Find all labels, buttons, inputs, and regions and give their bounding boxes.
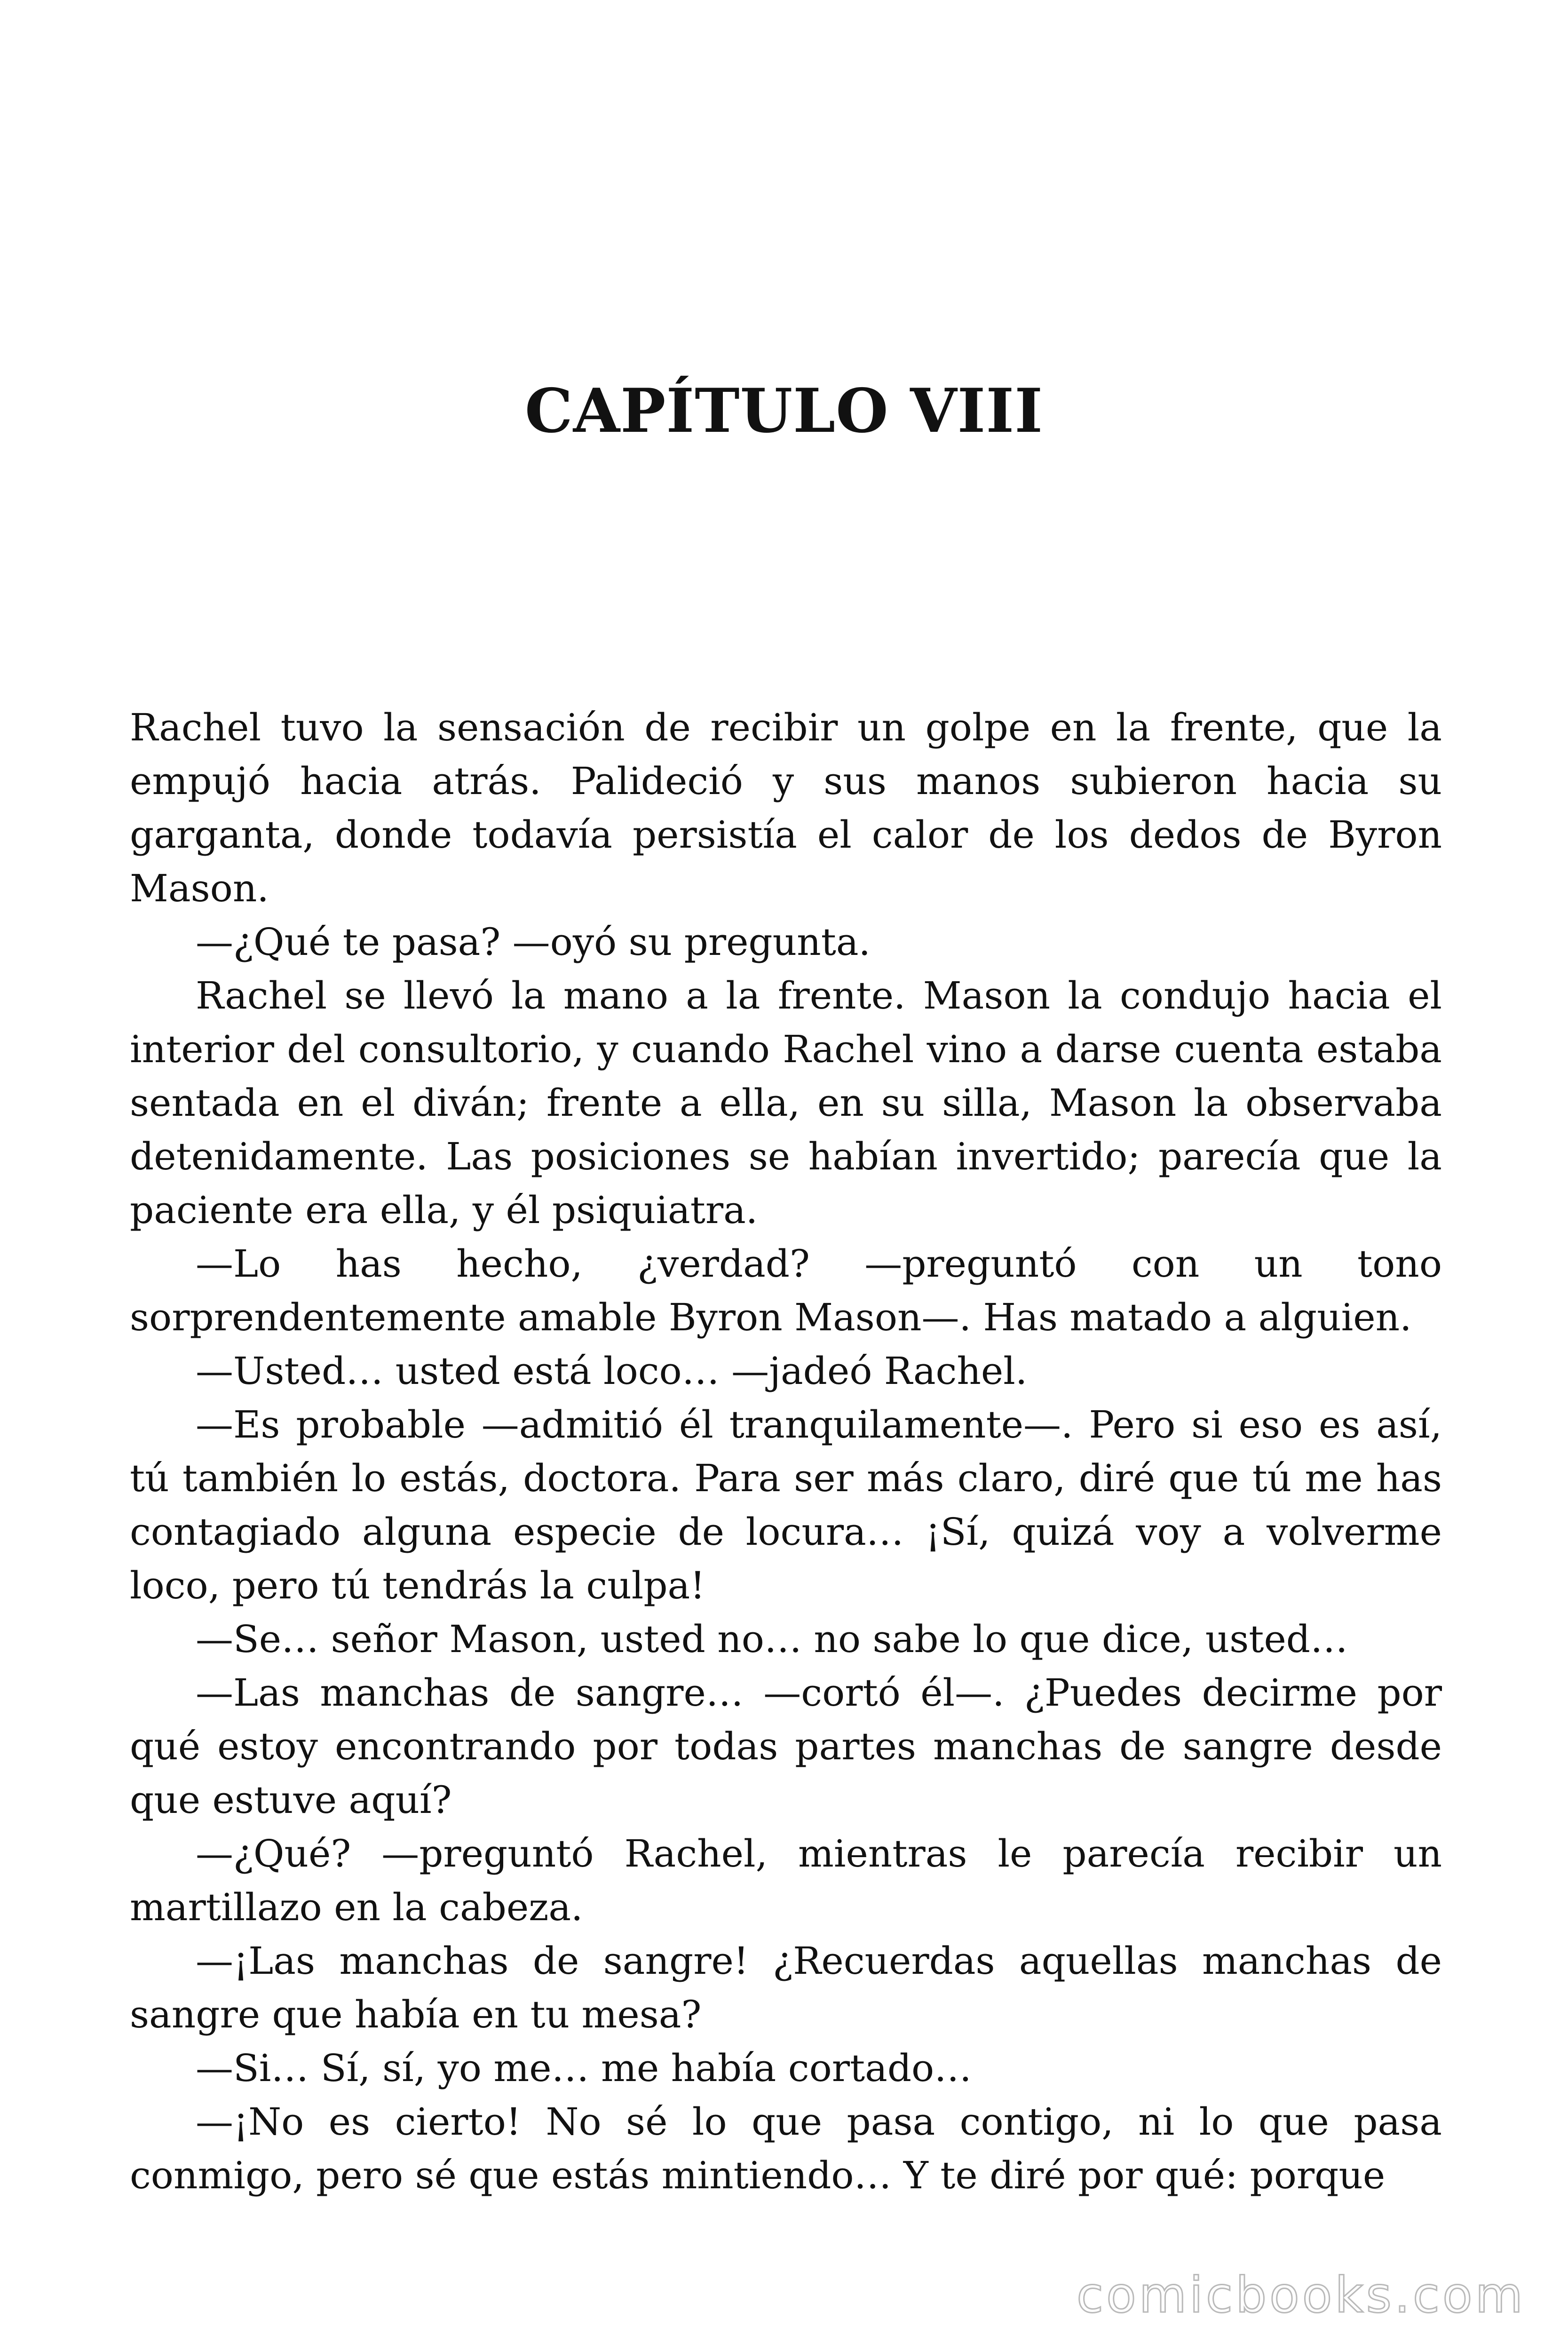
paragraph: —Usted… usted está loco… —jadeó Rachel. — [196, 1349, 1028, 1393]
chapter-body — [130, 701, 1442, 2202]
paragraph: —Se… señor Mason, usted no… no sabe lo que dice, usted… — [196, 1617, 1348, 1661]
paragraph: —¡Las manchas de sangre! ¿Recuerdas aquellas manchas de sangre que había en tu mesa? — [130, 1939, 1442, 2036]
paragraph: —¡No es cierto! No sé lo que pasa contigo, ni lo que pasa conmigo, pero sé que estás mintiendo… Y te diré por qué: porque — [130, 2100, 1442, 2197]
site-watermark: comicbooks.com — [1076, 2266, 1526, 2324]
paragraph: —Es probable —admitió él tranquilamente—. Pero si eso es así, tú también lo estás, doctora. Para ser más claro, diré que tú me has contagiado alguna especie de locura… ¡Sí, quizá voy a volverme loco, pero tú tendrás la culpa! — [130, 1403, 1442, 1607]
paragraph: —Si… Sí, sí, yo me… me había cortado… — [196, 2046, 972, 2090]
paragraph: Rachel tuvo la sensación de recibir un golpe en la frente, que la empujó hacia atrás. Palideció y sus manos subieron hacia su garganta, donde todavía persistía el calor de los dedos de Byron Mason. — [130, 706, 1442, 910]
paragraph: —Las manchas de sangre… —cortó él—. ¿Puedes decirme por qué estoy encontrando por todas partes manchas de sangre desde que estuve aquí? — [130, 1671, 1442, 1822]
chapter-title: CAPÍTULO VIII — [524, 376, 1044, 446]
paragraph: Rachel se llevó la mano a la frente. Mason la condujo hacia el interior del consultorio, y cuando Rachel vino a darse cuenta estaba sentada en el diván; frente a ella, en su silla, Mason la observaba detenidamente. Las posiciones se habían invertido; parecía que la paciente era ella, y él psiquiatra. — [130, 974, 1442, 1232]
paragraph: —Lo has hecho, ¿verdad? —preguntó con un tono sorprendentemente amable Byron Mason—. Has matado a alguien. — [130, 1242, 1442, 1339]
paragraph: —¿Qué te pasa? —oyó su pregunta. — [196, 920, 871, 964]
paragraph: —¿Qué? —preguntó Rachel, mientras le parecía recibir un martillazo en la cabeza. — [130, 1832, 1442, 1929]
